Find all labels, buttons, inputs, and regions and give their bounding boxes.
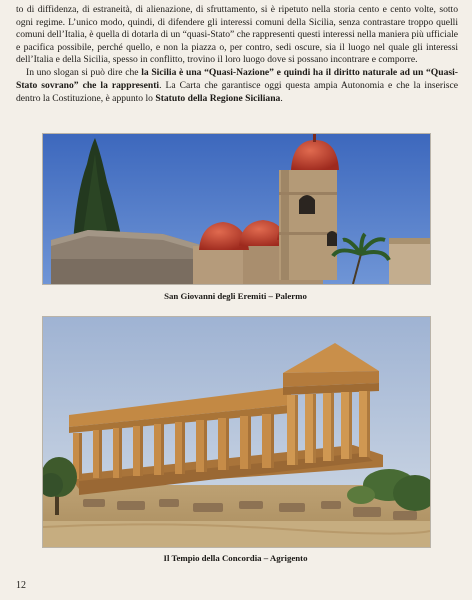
photo-caption-2: Il Tempio della Concordia – Agrigento xyxy=(163,553,308,563)
paragraph-2 xyxy=(16,67,458,105)
church-illustration xyxy=(43,134,430,284)
temple-illustration xyxy=(43,317,430,547)
photo-tempio-della-concordia xyxy=(42,316,431,548)
body-text xyxy=(16,4,458,105)
page-number: 12 xyxy=(16,580,26,591)
paragraph-2-bold-1: la Sicilia è una “Quasi-Nazione” e quindi ha il diritto naturale ad un “Quasi-Stato sovrano” che la rappresenti xyxy=(16,67,458,92)
paragraph-2-text-3: . xyxy=(280,92,283,104)
paragraph-2-bold-2: Statuto della Regione Siciliana xyxy=(155,92,281,104)
paragraph-1: to di diffidenza, di estraneità, di alienazione, di sfruttamento, si è ripetuto nella storia cento e cento volte, sotto ogni regime. L’unico modo, quindi, di difendere gli interessi comuni della Sicilia, senza contrastare troppo quelli comuni dell’Italia, è quella di dotarla di un “quasi-Stato” che rappresenti questi interessi nella maniera più ufficiale e pacifica possibile, perché quello, e non la piazza o, per contro, sedi oscure, sia il luogo nel quale gli interessi dell’Italia e della Sicilia, spesso in conflitto, trovino il loro luogo dove si possano incontrare e comporre. xyxy=(16,4,458,66)
paragraph-2-text-1: In uno slogan si può dire che xyxy=(26,67,142,79)
photo-san-giovanni-degli-eremiti xyxy=(42,133,431,285)
paragraph-2-text-2: . La Carta che garantisce oggi questa ampia Autonomia e che la inserisce dentro la Costituzione, è appunto lo xyxy=(16,80,458,104)
photo-caption-1: San Giovanni degli Eremiti – Palermo xyxy=(164,291,307,301)
